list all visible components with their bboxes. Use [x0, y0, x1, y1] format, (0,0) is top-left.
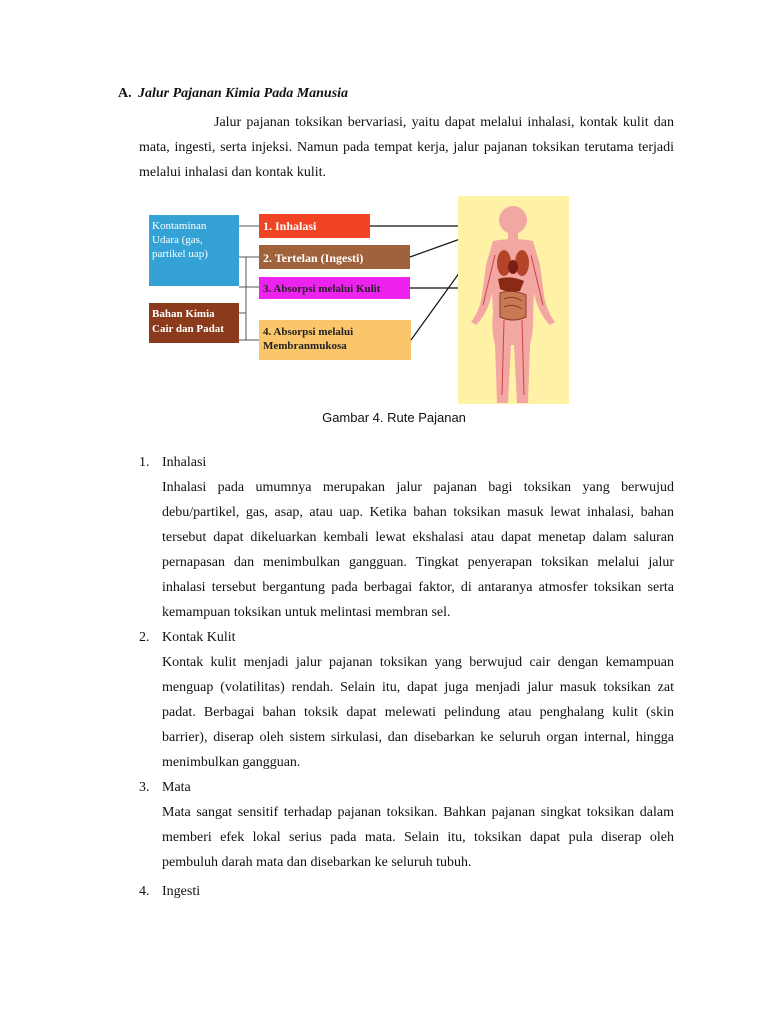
figure-caption: Gambar 4. Rute Pajanan [322, 410, 466, 425]
list-item-body: Kontak kulit menjadi jalur pajanan toksikan yang berwujud cair dengan kemampuan menguap (volatilitas) rendah. Selain itu, dapat juga menjadi jalur masuk toksikan zat padat. Berbagai bahan toksik dapat melewati pelindung atau penghalang kulit (skin barrier), diserap oleh sistem sirkulasi, dan disebarkan ke seluruh organ internal, hingga menimbulkan gangguan. [162, 655, 674, 770]
exposure-route-figure [148, 195, 570, 405]
list-item-body: Inhalasi pada umumnya merupakan jalur pajanan bagi toksikan yang berwujud debu/partikel, gas, asap, atau uap. Ketika bahan toksikan masuk lewat inhalasi, bahan tersebut dapat dikeluarkan kembali lewat ekshalasi atau dapat menetap dalam saluran pernapasan dan menimbulkan gangguan. Tingkat penyerapan toksikan melalui jalur inhalasi tersebut bergantung pada berbagai faktor, di antaranya atmosfer toksikan serta kemampuan toksikan untuk melintasi membran sel. [162, 480, 674, 620]
source-box-air-line-3: partikel uap) [152, 248, 208, 260]
list-item-number: 3. [139, 780, 150, 795]
route-label-inhalation: 1. Inhalasi [263, 219, 317, 233]
list-item-number: 4. [139, 884, 150, 899]
route-label-mucosa-line-1: 4. Absorpsi melalui [263, 326, 354, 338]
list-item-skin-contact [139, 625, 674, 775]
connector-lines [239, 226, 259, 340]
list-item-title: Kontak Kulit [162, 630, 236, 645]
section-title: Jalur Pajanan Kimia Pada Manusia [138, 86, 349, 101]
list-item-eye [139, 775, 674, 875]
intro-paragraph: Jalur pajanan toksikan bervariasi, yaitu dapat melalui inhalasi, kontak kulit dan mata, ingesti, serta injeksi. Namun pada tempat kerja, jalur pajanan toksikan terutama terjadi melalui inhalasi dan kontak kulit. [139, 115, 674, 180]
source-box-air-line-1: Kontaminan [152, 220, 207, 232]
route-label-mucosa-line-2: Membranmukosa [263, 340, 347, 352]
section-letter: A. [118, 86, 132, 101]
route-label-skin: 3. Absorpsi melalui Kulit [263, 283, 381, 295]
route-diagram [148, 195, 570, 405]
source-box-air-line-2: Udara (gas, [152, 234, 203, 246]
list-item-number: 1. [139, 455, 150, 470]
list-item-number: 2. [139, 630, 150, 645]
route-label-ingestion: 2. Tertelan (Ingesti) [263, 251, 364, 265]
route-list [139, 450, 674, 904]
list-item-body: Mata sangat sensitif terhadap pajanan toksikan. Bahkan pajanan singkat toksikan dalam memberi efek lokal serius pada mata. Selain itu, toksikan dapat pula diserap oleh pembuluh darah mata dan disebarkan ke seluruh tubuh. [162, 805, 674, 870]
source-box-chemical-line-1: Bahan Kimia [152, 308, 215, 320]
list-item-title: Mata [162, 780, 191, 795]
list-item-ingestion [139, 879, 674, 904]
source-box-chemical-line-2: Cair dan Padat [152, 323, 224, 335]
list-item-title: Ingesti [162, 884, 201, 899]
list-item-title: Inhalasi [162, 455, 207, 470]
section-heading [118, 86, 348, 102]
list-item-inhalation [139, 450, 674, 625]
